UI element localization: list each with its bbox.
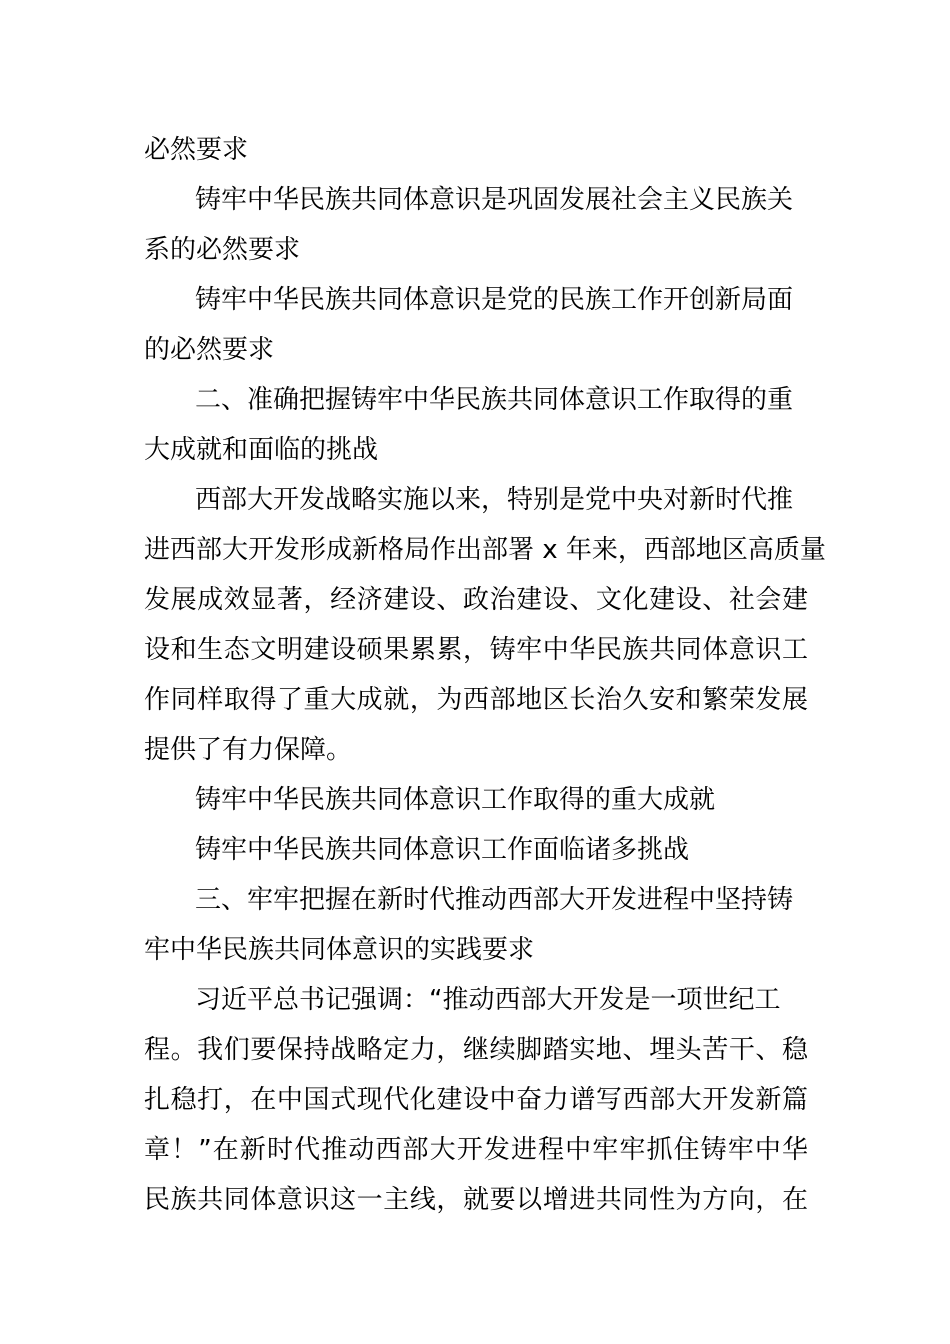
section-heading: 牢中华民族共同体意识的实践要求 [144,935,535,965]
subheading: 铸牢中华民族共同体意识工作面临诸多挑战 [195,835,690,865]
text-line: 进西部大开发形成新格局作出部署 x 年来，西部地区高质量 [144,535,826,565]
text-line: 程。我们要保持战略定力，继续脚踏实地、埋头苦干、稳 [144,1035,808,1065]
section-heading: 大成就和面临的挑战 [144,435,379,465]
text-line: 西部大开发战略实施以来，特别是党中央对新时代推 [195,485,794,515]
text-line: 扎稳打，在中国式现代化建设中奋力谱写西部大开发新篇 [144,1085,808,1115]
text-line: 发展成效显著，经济建设、政治建设、文化建设、社会建 [144,585,808,615]
section-heading: 二、准确把握铸牢中华民族共同体意识工作取得的重 [195,385,794,415]
text-line: 铸牢中华民族共同体意识是党的民族工作开创新局面 [195,285,794,315]
text-line: 设和生态文明建设硕果累累，铸牢中华民族共同体意识工 [144,635,808,665]
text-line: 习近平总书记强调：“推动西部大开发是一项世纪工 [195,985,781,1015]
text-line: 提供了有力保障。 [144,735,353,765]
text-line: 作同样取得了重大成就，为西部地区长治久安和繁荣发展 [144,685,808,715]
text-line: 的必然要求 [144,335,275,365]
text-line: 章！”在新时代推动西部大开发进程中牢牢抓住铸牢中华 [144,1135,808,1165]
section-heading: 三、牢牢把握在新时代推动西部大开发进程中坚持铸 [195,885,794,915]
text-line: 系的必然要求 [144,235,301,265]
text-line: 铸牢中华民族共同体意识是巩固发展社会主义民族关 [195,185,794,215]
subheading: 铸牢中华民族共同体意识工作取得的重大成就 [195,785,716,815]
text-line: 必然要求 [144,135,249,165]
text-line: 民族共同体意识这一主线，就要以增进共同性为方向，在 [144,1185,808,1215]
